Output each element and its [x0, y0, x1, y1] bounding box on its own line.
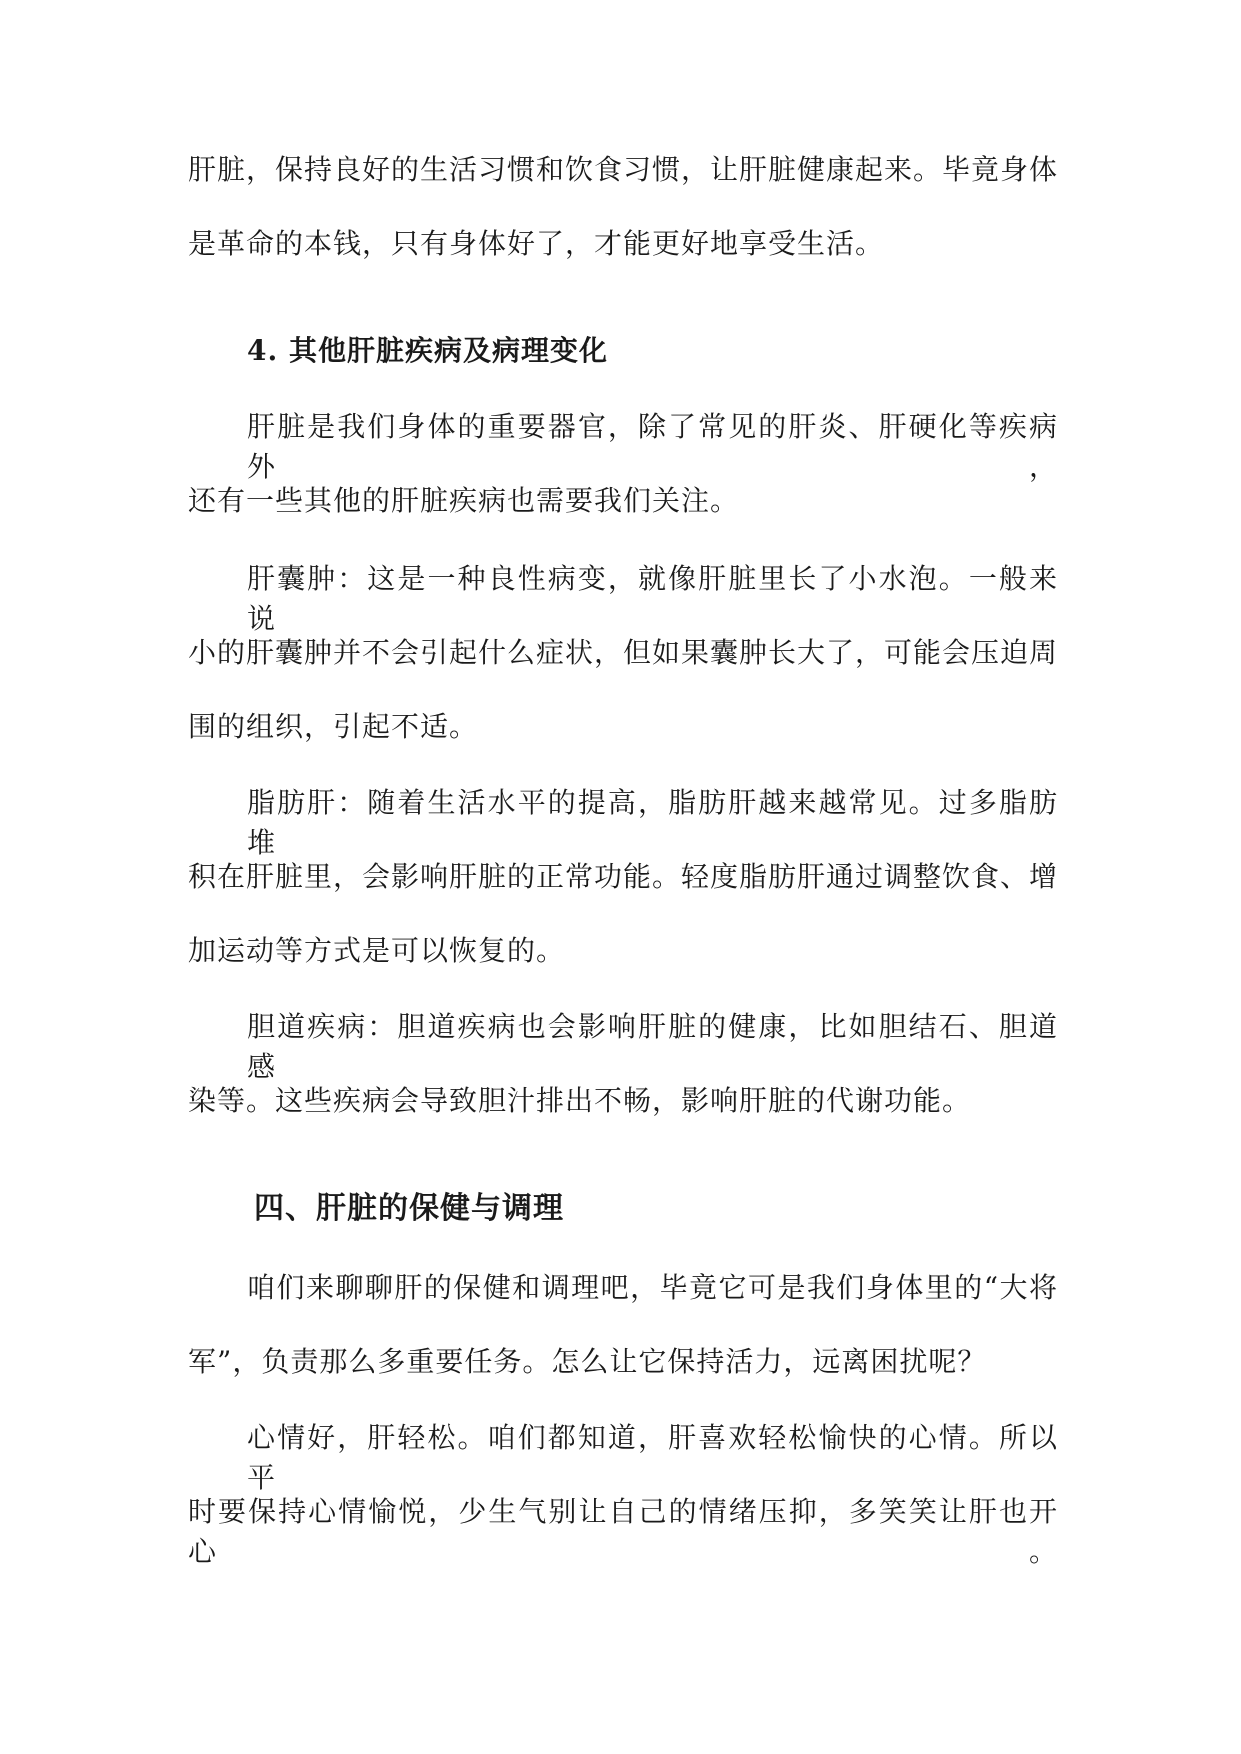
paragraph-line: 肝囊肿：这是一种良性病变，就像肝脏里长了小水泡。一般来说 [247, 562, 1058, 635]
paragraph-line: 围的组织，引起不适。 [188, 710, 479, 743]
paragraph-line: 积在肝脏里，会影响肝脏的正常功能。轻度脂肪肝通过调整饮食、增 [188, 860, 1059, 893]
paragraph-line: 时要保持心情愉悦，少生气别让自己的情绪压抑，多笑笑让肝也开心。 [188, 1495, 1058, 1568]
paragraph-line: 脂肪肝：随着生活水平的提高，脂肪肝越来越常见。过多脂肪堆 [247, 786, 1058, 859]
paragraph-line: 小的肝囊肿并不会引起什么症状，但如果囊肿长大了，可能会压迫周 [188, 636, 1059, 669]
section-heading: 4. 其他肝脏疾病及病理变化 [247, 334, 608, 367]
paragraph-line: 心情好，肝轻松。咱们都知道，肝喜欢轻松愉快的心情。所以平 [247, 1421, 1058, 1494]
paragraph-line: 加运动等方式是可以恢复的。 [188, 934, 566, 967]
paragraph-line: 是革命的本钱，只有身体好了，才能更好地享受生活。 [188, 227, 885, 260]
paragraph-line: 肝脏，保持良好的生活习惯和饮食习惯，让肝脏健康起来。毕竟身体 [188, 153, 1059, 186]
paragraph-line: 军”，负责那么多重要任务。怎么让它保持活力，远离困扰呢？ [188, 1345, 987, 1378]
paragraph-line: 胆道疾病：胆道疾病也会影响肝脏的健康，比如胆结石、胆道感 [247, 1010, 1058, 1083]
chapter-heading: 四、肝脏的保健与调理 [254, 1191, 564, 1226]
paragraph-line: 咱们来聊聊肝的保健和调理吧，毕竟它可是我们身体里的“大将 [247, 1271, 1058, 1304]
paragraph-line: 染等。这些疾病会导致胆汁排出不畅，影响肝脏的代谢功能。 [188, 1084, 972, 1117]
paragraph-line: 还有一些其他的肝脏疾病也需要我们关注。 [188, 484, 740, 517]
paragraph-line: 肝脏是我们身体的重要器官，除了常见的肝炎、肝硬化等疾病外， [247, 410, 1058, 483]
